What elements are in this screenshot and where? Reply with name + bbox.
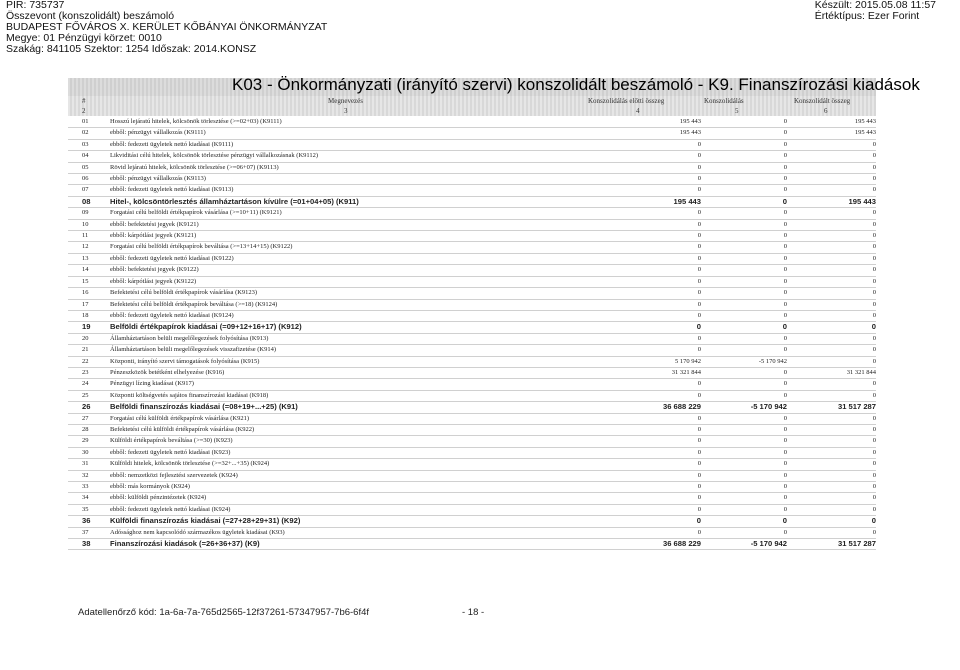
row-label: ebből: más kormányok (K924)	[110, 482, 590, 493]
row-value-consolidated: 0	[787, 139, 876, 150]
row-value-consolidation: 0	[701, 196, 787, 207]
row-value-consolidation: 0	[701, 174, 787, 185]
row-value-consolidated: 0	[787, 253, 876, 264]
row-number: 20	[68, 333, 110, 344]
row-value-before: 0	[590, 379, 701, 390]
row-value-before: 0	[590, 504, 701, 515]
row-value-before: 36 688 229	[590, 539, 701, 550]
col-5-header: Konszolidálás	[704, 97, 744, 105]
row-value-before: 0	[590, 459, 701, 470]
row-value-before: 195 443	[590, 196, 701, 207]
table-row	[68, 117, 876, 128]
row-number: 18	[68, 310, 110, 321]
row-value-before: 0	[590, 265, 701, 276]
row-value-before: 0	[590, 253, 701, 264]
row-value-before: 0	[590, 482, 701, 493]
report-header	[6, 0, 327, 55]
row-number: 37	[68, 527, 110, 538]
table-row	[68, 447, 876, 458]
col-num-header: #	[82, 97, 86, 105]
col-index-6: 6	[824, 107, 828, 115]
row-label: Államháztartáson belüli megelőlegezések visszafizetése (K914)	[110, 345, 590, 356]
row-label: Pénzeszközök betétként elhelyezése (K916)	[110, 367, 590, 378]
table-row	[68, 345, 876, 356]
row-number: 24	[68, 379, 110, 390]
row-value-consolidated: 0	[787, 379, 876, 390]
created-line: Készült: 2015.05.08 11:57	[814, 0, 936, 11]
col-4-header: Konszolidálás előtti összeg	[588, 97, 665, 105]
row-value-before: 195 443	[590, 128, 701, 139]
row-value-before: 0	[590, 219, 701, 230]
row-value-consolidation: 0	[701, 447, 787, 458]
row-number: 13	[68, 253, 110, 264]
row-value-before: 0	[590, 299, 701, 310]
row-label: Befektetési célú belföldi értékpapírok vásárlása (K9123)	[110, 288, 590, 299]
col-6-header: Konszolidált összeg	[794, 97, 851, 105]
row-number: 31	[68, 459, 110, 470]
row-value-consolidated: 195 443	[787, 128, 876, 139]
row-label: Külföldi hitelek, kölcsönök törlesztése (>=32+...+35) (K924)	[110, 459, 590, 470]
table-row	[68, 424, 876, 435]
institution-line: BUDAPEST FŐVÁROS X. KERÜLET KŐBÁNYAI ÖNKORMÁNYZAT	[6, 21, 328, 33]
row-label: Adóssághoz nem kapcsolódó származékos ügyletek kiadásai (K93)	[110, 527, 590, 538]
row-number: 10	[68, 219, 110, 230]
row-value-consolidation: 0	[701, 299, 787, 310]
row-value-consolidated: 0	[787, 527, 876, 538]
row-label: ebből: fedezeti ügyletek nettó kiadásai (K9122)	[110, 253, 590, 264]
row-value-consolidated: 0	[787, 413, 876, 424]
table-row	[68, 539, 876, 550]
row-value-consolidated: 0	[787, 493, 876, 504]
table-row	[68, 504, 876, 515]
row-value-consolidated: 0	[787, 231, 876, 242]
row-value-consolidation: -5 170 942	[701, 356, 787, 367]
row-value-consolidated: 0	[787, 310, 876, 321]
financing-table	[68, 117, 876, 550]
table-row	[68, 288, 876, 299]
row-value-consolidation: 0	[701, 162, 787, 173]
table-row	[68, 253, 876, 264]
row-number: 11	[68, 231, 110, 242]
row-value-before: 36 688 229	[590, 402, 701, 413]
row-value-before: 0	[590, 516, 701, 527]
row-number: 14	[68, 265, 110, 276]
table-row	[68, 242, 876, 253]
row-value-before: 0	[590, 174, 701, 185]
table-row	[68, 128, 876, 139]
table-row	[68, 459, 876, 470]
row-value-consolidation: 0	[701, 367, 787, 378]
table-row	[68, 231, 876, 242]
row-label: Forgatási célú belföldi értékpapírok beváltása (>=13+14+15) (K9122)	[110, 242, 590, 253]
row-number: 19	[68, 322, 110, 333]
row-value-consolidated: 0	[787, 390, 876, 401]
row-value-before: 0	[590, 310, 701, 321]
row-label: ebből: fedezeti ügyletek nettó kiadásai (K9113)	[110, 185, 590, 196]
row-value-consolidated: 195 443	[787, 196, 876, 207]
row-value-before: 0	[590, 139, 701, 150]
row-value-consolidation: 0	[701, 128, 787, 139]
row-label: Befektetési célú külföldi értékpapírok vásárlása (K922)	[110, 424, 590, 435]
row-value-before: 0	[590, 322, 701, 333]
row-label: Belföldi értékpapírok kiadásai (=09+12+16+17) (K912)	[110, 322, 590, 333]
row-value-consolidated: 31 321 844	[787, 367, 876, 378]
report-type-line: Összevont (konszolidált) beszámoló	[6, 10, 175, 22]
row-value-consolidated: 0	[787, 447, 876, 458]
row-number: 27	[68, 413, 110, 424]
table-row	[68, 516, 876, 527]
row-value-before: 0	[590, 493, 701, 504]
table-row	[68, 356, 876, 367]
table-row	[68, 196, 876, 207]
row-value-consolidation: 0	[701, 265, 787, 276]
row-value-consolidation: 0	[701, 390, 787, 401]
row-value-consolidated: 0	[787, 322, 876, 333]
table-row	[68, 470, 876, 481]
table-row	[68, 162, 876, 173]
row-number: 02	[68, 128, 110, 139]
row-value-consolidation: 0	[701, 253, 787, 264]
row-label: Központi, irányító szervi támogatások folyósítása (K915)	[110, 356, 590, 367]
row-value-consolidated: 31 517 287	[787, 402, 876, 413]
row-number: 34	[68, 493, 110, 504]
table-row	[68, 493, 876, 504]
row-value-consolidated: 0	[787, 504, 876, 515]
row-value-before: 0	[590, 436, 701, 447]
row-value-before: 5 170 942	[590, 356, 701, 367]
row-number: 28	[68, 424, 110, 435]
page-title: K03 - Önkormányzati (irányító szervi) konszolidált beszámoló - K9. Finanszírozási kiadások	[232, 75, 920, 94]
table-row	[68, 185, 876, 196]
report-meta	[815, 0, 936, 22]
sector-line: Szakág: 841105 Szektor: 1254 Időszak: 2014.KONSZ	[6, 43, 257, 55]
row-number: 16	[68, 288, 110, 299]
row-label: ebből: befektetési jegyek (K9122)	[110, 265, 590, 276]
row-number: 17	[68, 299, 110, 310]
row-number: 03	[68, 139, 110, 150]
table-row	[68, 299, 876, 310]
row-number: 22	[68, 356, 110, 367]
row-number: 35	[68, 504, 110, 515]
row-value-consolidation: 0	[701, 310, 787, 321]
row-value-consolidated: 0	[787, 299, 876, 310]
row-value-consolidation: 0	[701, 117, 787, 128]
row-label: ebből: fedezeti ügyletek nettó kiadásai (K9124)	[110, 310, 590, 321]
row-label: ebből: kárpótlási jegyek (K9122)	[110, 276, 590, 287]
row-value-before: 0	[590, 231, 701, 242]
row-number: 23	[68, 367, 110, 378]
row-label: Finanszírozási kiadások (=26+36+37) (K9)	[110, 539, 590, 550]
table-row	[68, 208, 876, 219]
row-value-before: 0	[590, 447, 701, 458]
row-number: 26	[68, 402, 110, 413]
row-value-consolidation: 0	[701, 333, 787, 344]
row-number: 09	[68, 208, 110, 219]
row-value-consolidated: 0	[787, 345, 876, 356]
row-value-consolidation: 0	[701, 413, 787, 424]
row-number: 04	[68, 151, 110, 162]
row-value-consolidation: 0	[701, 219, 787, 230]
row-value-consolidated: 0	[787, 482, 876, 493]
table-row	[68, 402, 876, 413]
row-label: ebből: pénzügyi vállalkozás (K9111)	[110, 128, 590, 139]
table-row	[68, 151, 876, 162]
row-value-consolidation: 0	[701, 527, 787, 538]
row-value-before: 0	[590, 208, 701, 219]
row-value-before: 0	[590, 345, 701, 356]
row-value-before: 31 321 844	[590, 367, 701, 378]
column-header-background	[68, 96, 876, 116]
row-number: 01	[68, 117, 110, 128]
col-index-2: 2	[82, 107, 86, 115]
row-label: ebből: külföldi pénzintézetek (K924)	[110, 493, 590, 504]
row-value-consolidation: 0	[701, 276, 787, 287]
row-label: Hitel-, kölcsöntörlesztés államháztartáson kívülre (=01+04+05) (K911)	[110, 196, 590, 207]
row-value-consolidated: 0	[787, 265, 876, 276]
table-row	[68, 390, 876, 401]
checksum-code: Adatellenőrző kód: 1a-6a-7a-765d2565-12f37261-57347957-7b6-6f4f	[78, 607, 370, 618]
row-value-consolidation: 0	[701, 231, 787, 242]
row-value-consolidated: 0	[787, 356, 876, 367]
table-row	[68, 139, 876, 150]
row-value-consolidated: 0	[787, 436, 876, 447]
col-index-4: 4	[636, 107, 640, 115]
row-value-consolidated: 31 517 287	[787, 539, 876, 550]
row-number: 15	[68, 276, 110, 287]
row-label: ebből: fedezeti ügyletek nettó kiadásai (K924)	[110, 504, 590, 515]
row-label: Forgatási célú belföldi értékpapírok vásárlása (>=10+11) (K9121)	[110, 208, 590, 219]
row-value-consolidated: 0	[787, 516, 876, 527]
row-value-consolidation: 0	[701, 470, 787, 481]
pir-line: PIR: 735737	[6, 0, 65, 11]
row-number: 36	[68, 516, 110, 527]
row-number: 33	[68, 482, 110, 493]
row-label: ebből: fedezeti ügyletek nettó kiadásai (K923)	[110, 447, 590, 458]
table-row	[68, 413, 876, 424]
row-value-consolidated: 0	[787, 151, 876, 162]
row-number: 05	[68, 162, 110, 173]
row-value-consolidation: 0	[701, 436, 787, 447]
row-label: Hosszú lejáratú hitelek, kölcsönök törlesztése (>=02+03) (K9111)	[110, 117, 590, 128]
row-value-consolidation: 0	[701, 459, 787, 470]
table-row	[68, 174, 876, 185]
table-row	[68, 482, 876, 493]
row-label: ebből: pénzügyi vállalkozás (K9113)	[110, 174, 590, 185]
table-row	[68, 527, 876, 538]
row-value-consolidation: 0	[701, 379, 787, 390]
row-value-consolidation: 0	[701, 185, 787, 196]
table-row	[68, 265, 876, 276]
row-value-consolidation: 0	[701, 151, 787, 162]
row-value-before: 0	[590, 288, 701, 299]
row-value-consolidated: 0	[787, 174, 876, 185]
row-label: Likviditási célú hitelek, kölcsönök törlesztése pénzügyi vállalkozásnak (K9112)	[110, 151, 590, 162]
row-value-before: 0	[590, 470, 701, 481]
row-number: 21	[68, 345, 110, 356]
row-value-consolidation: -5 170 942	[701, 402, 787, 413]
row-number: 30	[68, 447, 110, 458]
row-value-consolidated: 0	[787, 470, 876, 481]
row-value-before: 195 443	[590, 117, 701, 128]
row-value-before: 0	[590, 527, 701, 538]
value-type-line: Értéktípus: Ezer Forint	[814, 10, 920, 22]
row-value-consolidation: 0	[701, 242, 787, 253]
column-header	[68, 96, 876, 116]
table-row	[68, 310, 876, 321]
row-value-before: 0	[590, 242, 701, 253]
row-label: Államháztartáson belüli megelőlegezések folyósítása (K913)	[110, 333, 590, 344]
row-label: Befektetési célú belföldi értékpapírok beváltása (>=18) (K9124)	[110, 299, 590, 310]
row-value-consolidation: 0	[701, 493, 787, 504]
row-value-consolidation: 0	[701, 288, 787, 299]
row-label: ebből: nemzetközi fejlesztési szervezetek (K924)	[110, 470, 590, 481]
table-row	[68, 322, 876, 333]
row-label: ebből: fedezeti ügyletek nettó kiadásai (K9111)	[110, 139, 590, 150]
table-row	[68, 379, 876, 390]
row-number: 38	[68, 539, 110, 550]
row-value-consolidation: 0	[701, 516, 787, 527]
row-value-before: 0	[590, 390, 701, 401]
row-number: 12	[68, 242, 110, 253]
row-value-consolidated: 0	[787, 185, 876, 196]
col-index-3: 3	[344, 107, 348, 115]
row-value-before: 0	[590, 151, 701, 162]
table-row	[68, 436, 876, 447]
row-label: Külföldi finanszírozás kiadásai (=27+28+29+31) (K92)	[110, 516, 590, 527]
row-number: 29	[68, 436, 110, 447]
row-number: 32	[68, 470, 110, 481]
row-label: Forgatási célú külföldi értékpapírok vásárlása (K921)	[110, 413, 590, 424]
row-value-consolidated: 195 443	[787, 117, 876, 128]
row-number: 25	[68, 390, 110, 401]
row-value-before: 0	[590, 424, 701, 435]
row-value-consolidated: 0	[787, 459, 876, 470]
col-name-header: Megnevezés	[328, 97, 363, 105]
row-label: Központi költségvetés sajátos finanszírozási kiadásai (K918)	[110, 390, 590, 401]
table-row	[68, 219, 876, 230]
row-value-consolidation: 0	[701, 322, 787, 333]
row-label: Belföldi finanszírozás kiadásai (=08+19+...+25) (K91)	[110, 402, 590, 413]
row-label: Rövid lejáratú hitelek, kölcsönök törlesztése (>=06+07) (K9113)	[110, 162, 590, 173]
row-value-consolidated: 0	[787, 333, 876, 344]
row-value-consolidated: 0	[787, 424, 876, 435]
col-index-5: 5	[735, 107, 739, 115]
row-value-consolidation: -5 170 942	[701, 539, 787, 550]
page-number: - 18 -	[462, 607, 485, 618]
row-value-consolidated: 0	[787, 219, 876, 230]
row-value-consolidated: 0	[787, 288, 876, 299]
row-number: 08	[68, 196, 110, 207]
row-value-before: 0	[590, 276, 701, 287]
row-label: Pénzügyi lízing kiadásai (K917)	[110, 379, 590, 390]
row-value-consolidated: 0	[787, 276, 876, 287]
row-label: ebből: befektetési jegyek (K9121)	[110, 219, 590, 230]
table-row	[68, 276, 876, 287]
row-number: 06	[68, 174, 110, 185]
row-value-consolidated: 0	[787, 162, 876, 173]
row-value-before: 0	[590, 413, 701, 424]
row-value-consolidation: 0	[701, 504, 787, 515]
row-value-consolidation: 0	[701, 482, 787, 493]
row-value-before: 0	[590, 185, 701, 196]
row-value-consolidation: 0	[701, 139, 787, 150]
row-value-before: 0	[590, 162, 701, 173]
row-value-before: 0	[590, 333, 701, 344]
table-row	[68, 333, 876, 344]
row-value-consolidation: 0	[701, 345, 787, 356]
row-value-consolidation: 0	[701, 208, 787, 219]
table-row	[68, 367, 876, 378]
row-value-consolidated: 0	[787, 242, 876, 253]
row-value-consolidation: 0	[701, 424, 787, 435]
row-label: ebből: kárpótlási jegyek (K9121)	[110, 231, 590, 242]
row-label: Külföldi értékpapírok beváltása (>=30) (K923)	[110, 436, 590, 447]
county-line: Megye: 01 Pénzügyi körzet: 0010	[6, 32, 162, 44]
row-number: 07	[68, 185, 110, 196]
row-value-consolidated: 0	[787, 208, 876, 219]
